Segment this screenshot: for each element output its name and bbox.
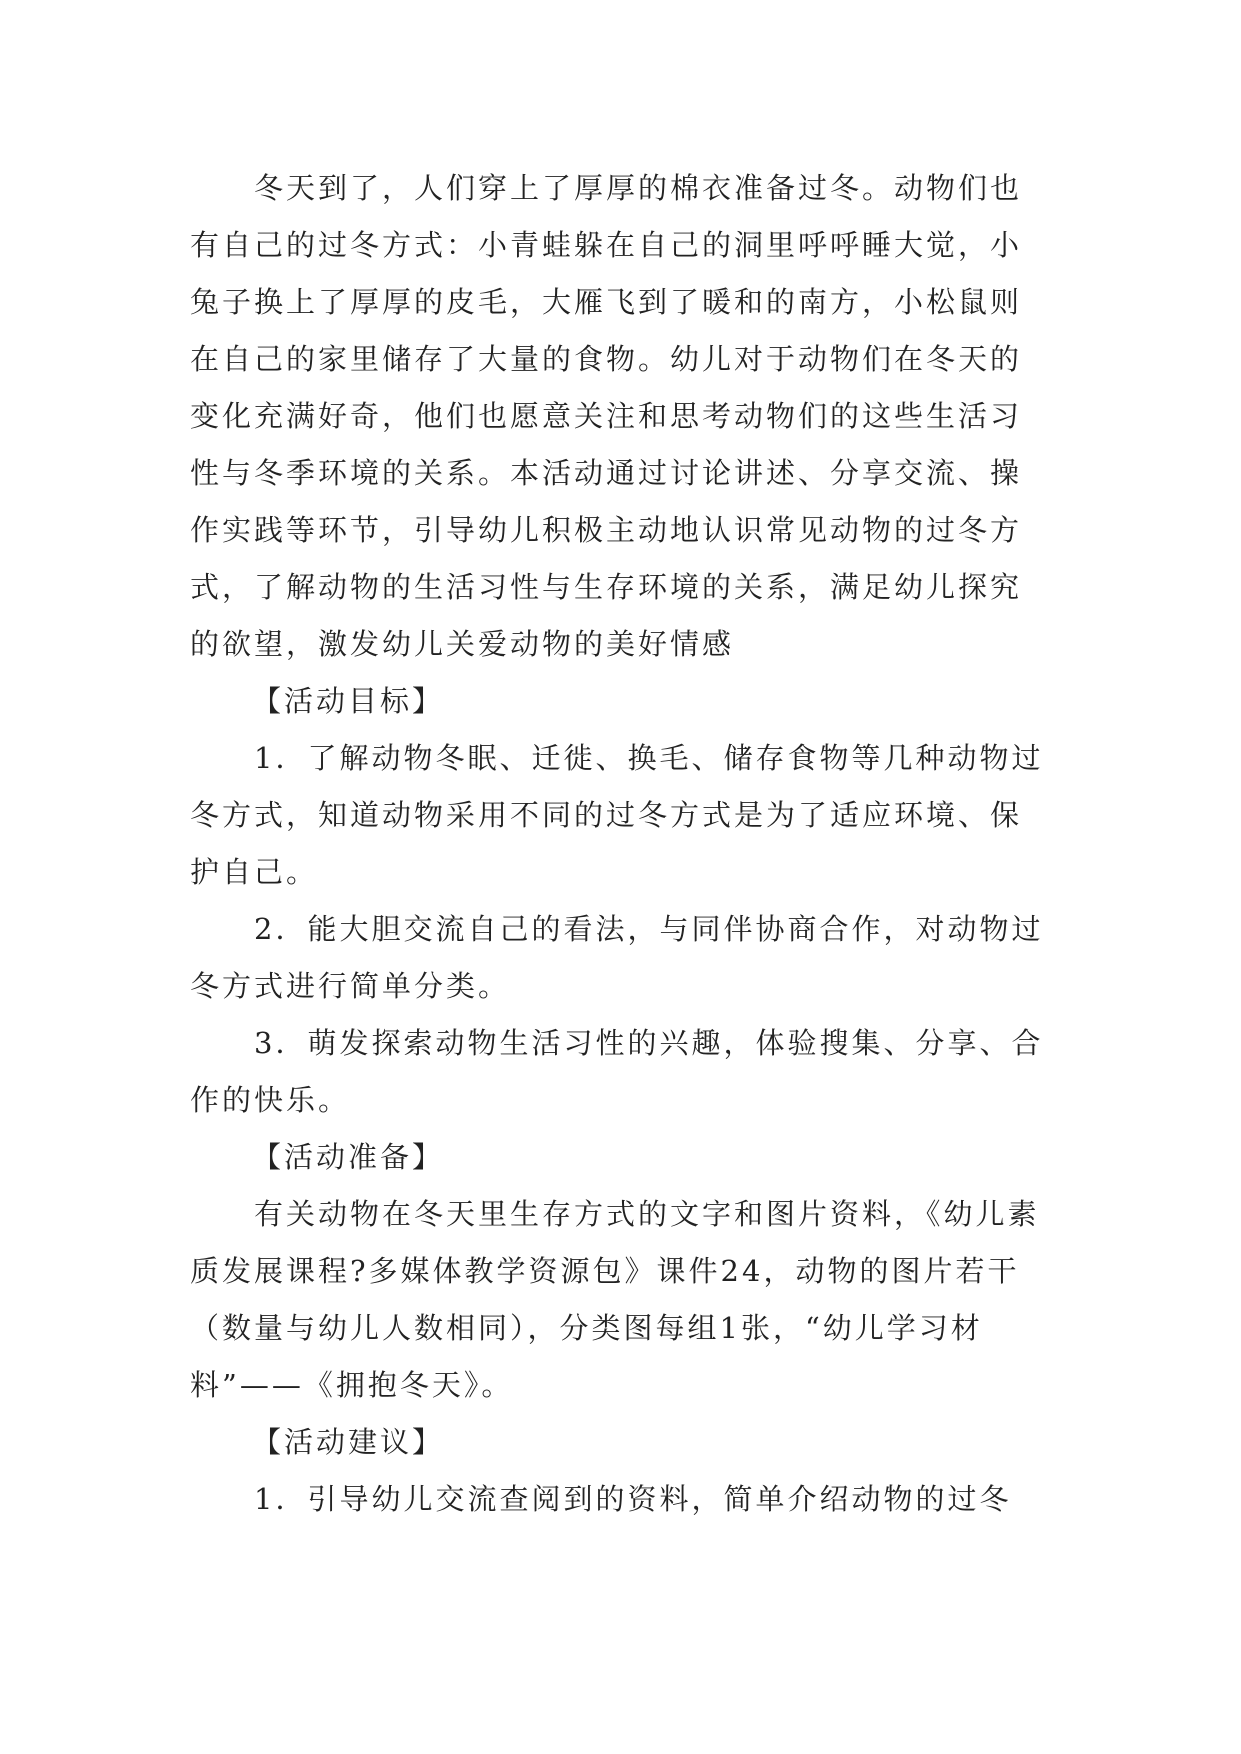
goals-heading: 【活动目标】 <box>252 684 445 718</box>
suggestion-item-1: 1．引导幼儿交流查阅到的资料，简单介绍动物的过冬 <box>254 1482 1012 1516</box>
document-body <box>190 160 1052 1528</box>
goal-item-2: 2．能大胆交流自己的看法，与同伴协商合作，对动物过冬方式进行简单分类。 <box>190 912 1044 1003</box>
prep-heading: 【活动准备】 <box>252 1140 445 1174</box>
prep-paragraph: 有关动物在冬天里生存方式的文字和图片资料，《幼儿素质发展课程?多媒体教学资源包》课件24，动物的图片若干（数量与幼儿人数相同），分类图每组1张，“幼儿学习材料”——《拥抱冬天》。 <box>190 1197 1040 1402</box>
goal-item-1: 1．了解动物冬眠、迁徙、换毛、储存食物等几种动物过冬方式，知道动物采用不同的过冬方式是为了适应环境、保护自己。 <box>190 741 1044 889</box>
goal-item-3: 3．萌发探索动物生活习性的兴趣，体验搜集、分享、合作的快乐。 <box>190 1026 1044 1117</box>
suggest-heading: 【活动建议】 <box>252 1425 445 1459</box>
intro-paragraph: 冬天到了，人们穿上了厚厚的棉衣准备过冬。动物们也有自己的过冬方式：小青蛙躲在自己的洞里呼呼睡大觉，小兔子换上了厚厚的皮毛，大雁飞到了暖和的南方，小松鼠则在自己的家里储存了大量的食物。幼儿对于动物们在冬天的变化充满好奇，他们也愿意关注和思考动物们的这些生活习性与冬季环境的关系。本活动通过讨论讲述、分享交流、操作实践等环节，引导幼儿积极主动地认识常见动物的过冬方式，了解动物的生活习性与生存环境的关系，满足幼儿探究的欲望，激发幼儿关爱动物的美好情感 <box>190 171 1023 661</box>
